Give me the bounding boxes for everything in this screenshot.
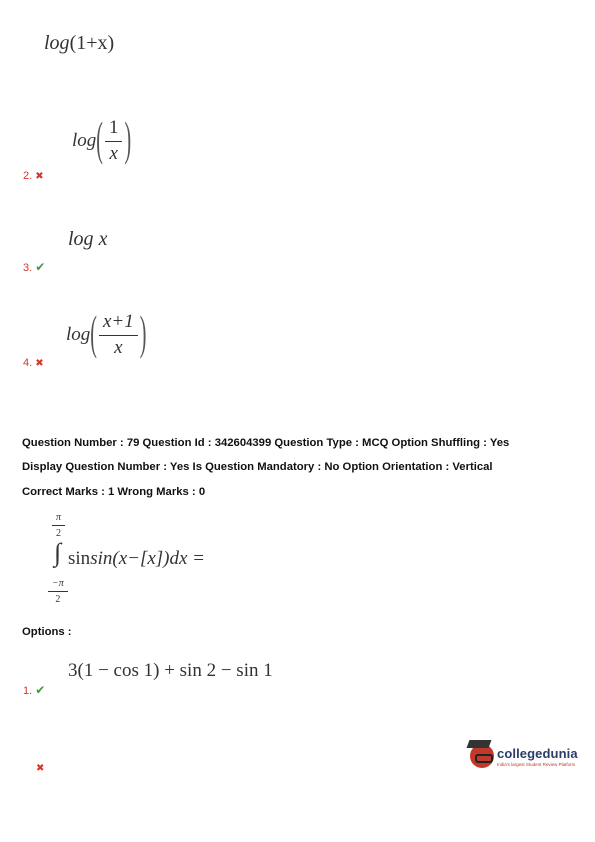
question-meta-line3: Correct Marks : 1 Wrong Marks : 0	[22, 486, 206, 498]
option-1-number: 1. ✔	[23, 683, 46, 697]
check-icon: ✔	[35, 260, 46, 274]
option-2-number: 2. ✖	[23, 170, 44, 182]
check-icon: ✔	[35, 683, 46, 697]
upper-limit: $\frac{\pi}{2}$	[52, 512, 65, 539]
graduation-cap-icon	[470, 744, 494, 768]
question-integral	[44, 512, 244, 612]
question-meta-line2: Display Question Number : Yes Is Question Mandatory : No Option Orientation : Vertical	[22, 461, 493, 473]
option-4-number: 4. ✖	[23, 357, 44, 369]
integral-sign: ∫	[54, 538, 62, 567]
wrong-icon: ✖	[36, 763, 45, 774]
option-2-number-current	[33, 762, 44, 774]
collegedunia-logo: collegedunia India's largest Student Review Platform	[470, 744, 578, 768]
wrong-icon: ✖	[35, 358, 44, 369]
option-4-expression: log ( $\frac{x+1}{x}$ )	[66, 307, 147, 361]
option-1-expression: 3(1 − cos 1) + sin 2 − sin 1	[68, 660, 273, 681]
wrong-icon: ✖	[35, 171, 44, 182]
integrand: sinsin(x−[x])dx =	[68, 548, 205, 569]
question-meta-line1: Question Number : 79 Question Id : 342604399 Question Type : MCQ Option Shuffling : Yes	[22, 437, 510, 449]
option-2-expression: log ( $\frac{1}{x}$ )	[72, 113, 132, 167]
option-3-number: 3. ✔	[23, 260, 46, 274]
option-3-expression: log x	[68, 228, 108, 250]
option-1-prev-expression: log(1+x)	[44, 32, 115, 54]
options-label: Options :	[22, 626, 72, 638]
lower-limit: $\frac{-\pi}{2}$	[48, 578, 68, 605]
